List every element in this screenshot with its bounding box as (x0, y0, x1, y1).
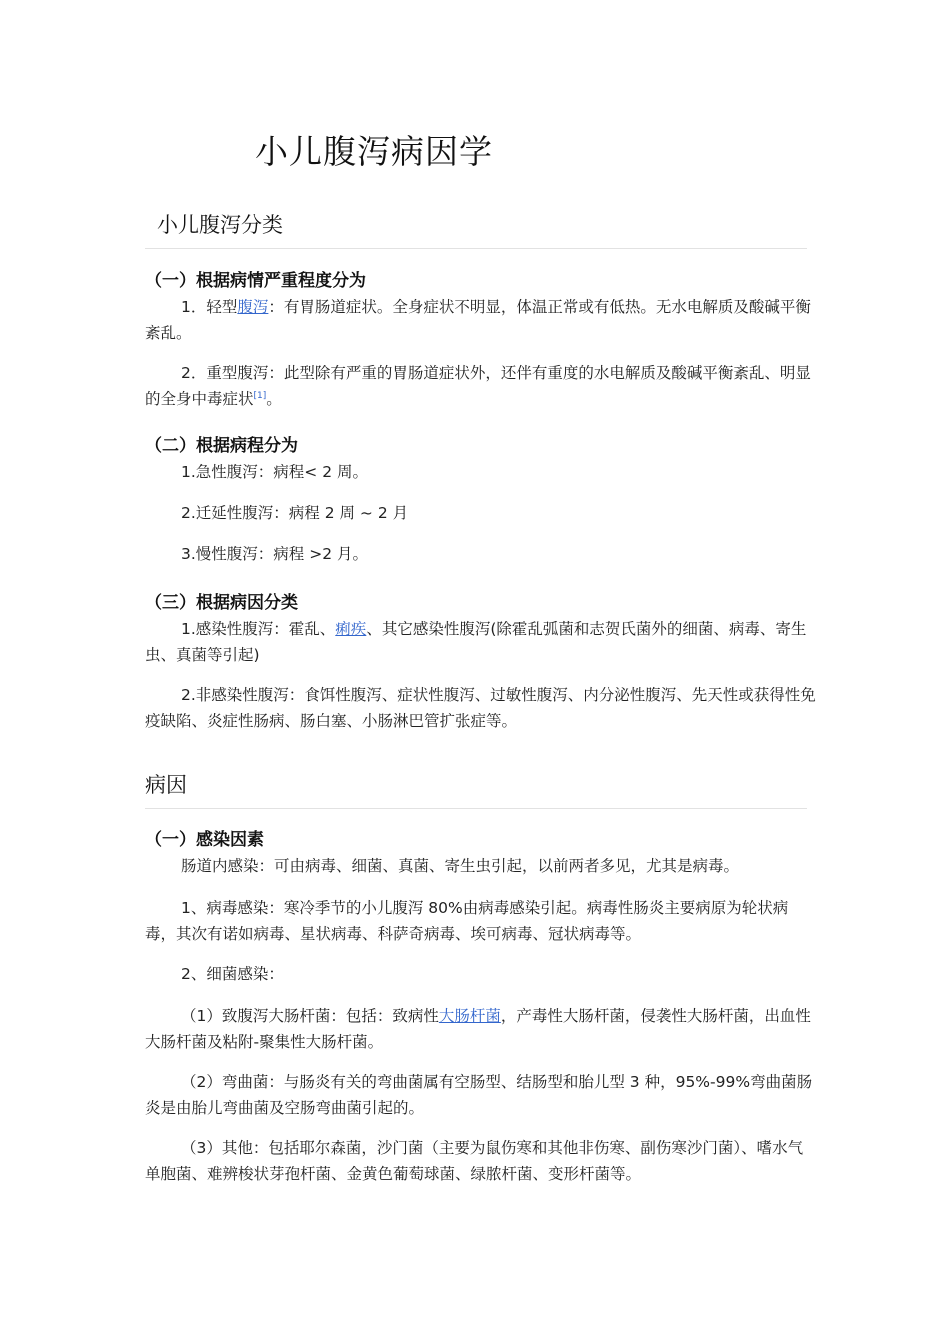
text-segment: ，产毒性大肠杆菌，侵袭性大肠杆菌，出血性大肠杆菌及粘附-聚集性大肠杆菌。 (145, 1007, 811, 1051)
paragraph-severe-diarrhea (145, 360, 817, 412)
subheading-course: （二）根据病程分为 (145, 436, 298, 456)
text-segment: 、其它感染性腹泻(除霍乱弧菌和志贺氏菌外的细菌、病毒、寄生虫、真菌等引起) (145, 620, 807, 664)
subheading-severity: （一）根据病情严重程度分为 (145, 271, 366, 291)
subheading-infection-factors: （一）感染因素 (145, 830, 264, 850)
paragraph-other-bacteria: （3）其他：包括耶尔森菌，沙门菌（主要为鼠伤寒和其他非伤寒、副伤寒沙门菌）、嗜水气单胞菌、难辨梭状芽孢杆菌、金黄色葡萄球菌、绿脓杆菌、变形杆菌等。 (145, 1139, 804, 1183)
paragraph-bacterial-infection: 2、细菌感染： (181, 965, 284, 983)
paragraph-acute-diarrhea: 1.急性腹泻：病程< 2 周。 (181, 463, 368, 481)
link-dysentery[interactable]: 痢疾 (335, 620, 367, 638)
text-segment: （1）致腹泻大肠杆菌：包括：致病性 (181, 1007, 439, 1025)
paragraph-intestinal-infection: 肠道内感染：可由病毒、细菌、真菌、寄生虫引起，以前两者多见，尤其是病毒。 (181, 857, 740, 875)
page-title: 小儿腹泻病因学 (255, 132, 493, 171)
subheading-etiology: （三）根据病因分类 (145, 593, 298, 613)
text-segment: 。 (266, 390, 282, 408)
section-heading-cause: 病因 (145, 769, 807, 809)
paragraph-mild-diarrhea (145, 294, 817, 346)
paragraph-viral-infection: 1、病毒感染：寒冷季节的小儿腹泻 80%由病毒感染引起。病毒性肠炎主要病原为轮状病毒，其次有诺如病毒、星状病毒、科萨奇病毒、埃可病毒、冠状病毒等。 (145, 899, 789, 943)
reference-link[interactable]: [1] (253, 390, 267, 401)
link-diarrhea[interactable]: 腹泻 (237, 298, 269, 316)
section-heading-classification: 小儿腹泻分类 (145, 209, 807, 249)
paragraph-persistent-diarrhea: 2.迁延性腹泻：病程 2 周 ~ 2 月 (181, 504, 409, 522)
text-segment: ：有胃肠道症状。全身症状不明显，体温正常或有低热。无水电解质及酸碱平衡紊乱。 (145, 298, 811, 342)
link-e-coli[interactable]: 大肠杆菌 (438, 1007, 501, 1025)
paragraph-chronic-diarrhea: 3.慢性腹泻：病程 >2 月。 (181, 545, 368, 563)
text-segment: 1.感染性腹泻：霍乱、 (181, 620, 336, 638)
paragraph-e-coli (145, 1003, 817, 1055)
paragraph-campylobacter: （2）弯曲菌：与肠炎有关的弯曲菌属有空肠型、结肠型和胎儿型 3 种，95%-99%弯曲菌肠炎是由胎儿弯曲菌及空肠弯曲菌引起的。 (145, 1073, 813, 1117)
paragraph-infectious-diarrhea (145, 616, 817, 668)
paragraph-noninfectious-diarrhea: 2.非感染性腹泻：食饵性腹泻、症状性腹泻、过敏性腹泻、内分泌性腹泻、先天性或获得性免疫缺陷、炎症性肠病、肠白塞、小肠淋巴管扩张症等。 (145, 686, 816, 730)
text-segment: 1．轻型 (181, 298, 238, 316)
text-segment: 2．重型腹泻：此型除有严重的胃肠道症状外，还伴有重度的水电解质及酸碱平衡紊乱、明显的全身中毒症状 (145, 364, 811, 408)
